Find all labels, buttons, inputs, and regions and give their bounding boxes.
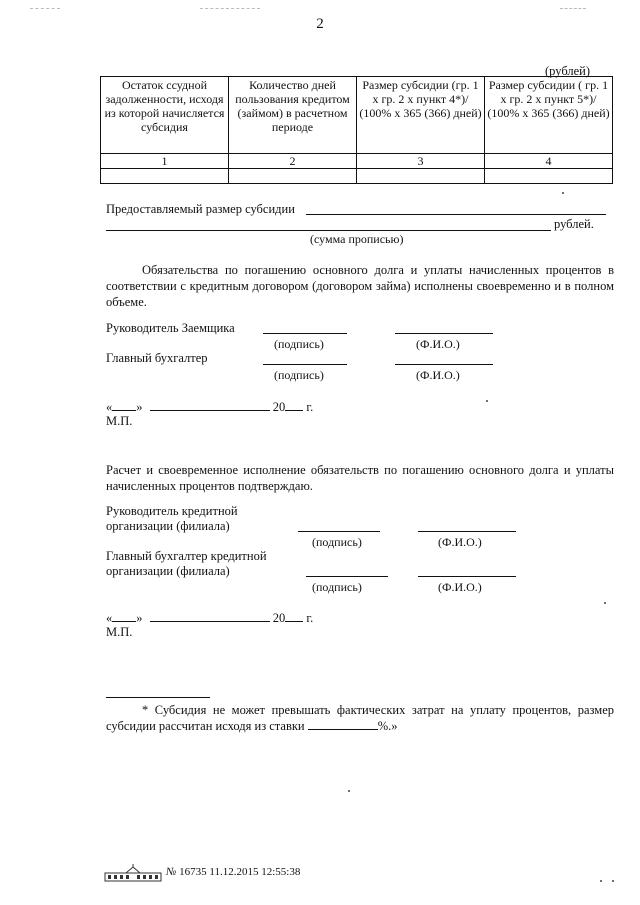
month-blank [150,611,270,622]
table-cell [485,169,613,184]
scan-artifact [562,192,564,194]
bank-head-name-line [418,531,516,532]
name-caption: (Ф.И.О.) [416,337,460,351]
footnote [106,702,614,734]
bank-head-label: Руководитель кредитной [106,504,238,518]
rate-blank [308,719,378,730]
table-cell [101,169,229,184]
table-header-cell: Размер субсидии (гр. 1 x гр. 2 x пункт 4*)/ (100% x 365 (366) дней) [357,77,485,154]
footnote-text: * Субсидия не может превышать фактических затрат на уплату процентов, размер субсидии рассчитан исходя из ставки [106,703,614,733]
table-row [101,154,613,169]
subsidy-table [100,76,613,184]
month-blank [150,400,270,411]
scan-artifact [30,8,60,10]
scan-artifact [560,8,586,10]
table-cell [357,169,485,184]
borrower-accountant-signature-line [263,364,347,365]
bank-head-label: организации (филиала) [106,519,230,533]
footnote-text-end: %.» [377,719,398,733]
bank-head-signature-line [298,531,380,532]
table-cell: 3 [357,154,485,169]
year-prefix: 20 [272,400,286,414]
table-cell: 2 [229,154,357,169]
table-header-cell: Остаток ссудной задолженности, исходя из которой начисляется субсидия [101,77,229,154]
subsidy-amount-words-line [106,230,551,231]
subsidy-amount-line [306,214,606,215]
units-note: (рублей) [545,64,591,78]
bank-accountant-label: Главный бухгалтер кредитной [106,549,267,563]
borrower-head-label: Руководитель Заемщика [106,321,235,335]
table-header-cell: Количество дней пользования кредитом (займом) в расчетном периоде [229,77,357,154]
scan-artifact [200,8,260,10]
open-quote: « [106,400,113,414]
close-quote: » [136,400,143,414]
scan-artifact [612,880,614,882]
borrower-accountant-label: Главный бухгалтер [106,351,208,365]
name-caption: (Ф.И.О.) [438,580,482,594]
scan-artifact [600,880,602,882]
name-caption: (Ф.И.О.) [416,368,460,382]
registry-building-icon [104,864,162,882]
signature-caption: (подпись) [274,368,324,382]
borrower-head-name-line [395,333,493,334]
confirmation-statement: Расчет и своевременное исполнение обязательств по погашению основного долга и уплаты начисленных процентов подтверждаю. [106,463,614,493]
signature-caption: (подпись) [274,337,324,351]
seal-mark: М.П. [106,414,133,428]
bank-accountant-label: организации (филиала) [106,564,230,578]
date-line [106,611,313,626]
obligations-statement: Обязательства по погашению основного долга и уплаты начисленных процентов в соответствии с кредитным договором (договором займа) исполнены своевременно и в полном объеме. [106,263,614,309]
currency-label: рублей. [554,217,594,231]
close-quote: » [136,611,143,625]
day-blank [112,400,136,411]
scan-artifact [348,790,350,792]
seal-mark: М.П. [106,625,133,639]
signature-caption: (подпись) [312,535,362,549]
table-cell: 4 [485,154,613,169]
borrower-accountant-name-line [395,364,493,365]
open-quote: « [106,611,113,625]
borrower-head-signature-line [263,333,347,334]
year-blank [285,400,303,411]
scan-artifact [486,400,488,402]
date-line [106,400,313,415]
registration-datetime: 11.12.2015 12:55:38 [209,866,301,878]
day-blank [112,611,136,622]
table-row [101,169,613,184]
bank-accountant-signature-line [306,576,388,577]
registration-number: 16735 [179,866,207,878]
table-cell: 1 [101,154,229,169]
table-header-row [101,77,613,154]
table-header-cell: Размер субсидии ( гр. 1 x гр. 2 x пункт 5*)/ (100% x 365 (366) дней) [485,77,613,154]
number-sign: № [166,866,177,878]
scan-artifact [604,602,606,604]
amount-in-words-caption: (сумма прописью) [310,232,404,246]
registration-stamp [166,866,300,878]
table-cell [229,169,357,184]
bank-accountant-name-line [418,576,516,577]
name-caption: (Ф.И.О.) [438,535,482,549]
subsidy-amount-label: Предоставляемый размер субсидии [106,202,295,216]
year-blank [285,611,303,622]
year-suffix: г. [306,611,314,625]
footnote-separator [106,697,210,698]
signature-caption: (подпись) [312,580,362,594]
year-suffix: г. [306,400,314,414]
year-prefix: 20 [272,611,286,625]
page-number: 2 [316,16,324,32]
